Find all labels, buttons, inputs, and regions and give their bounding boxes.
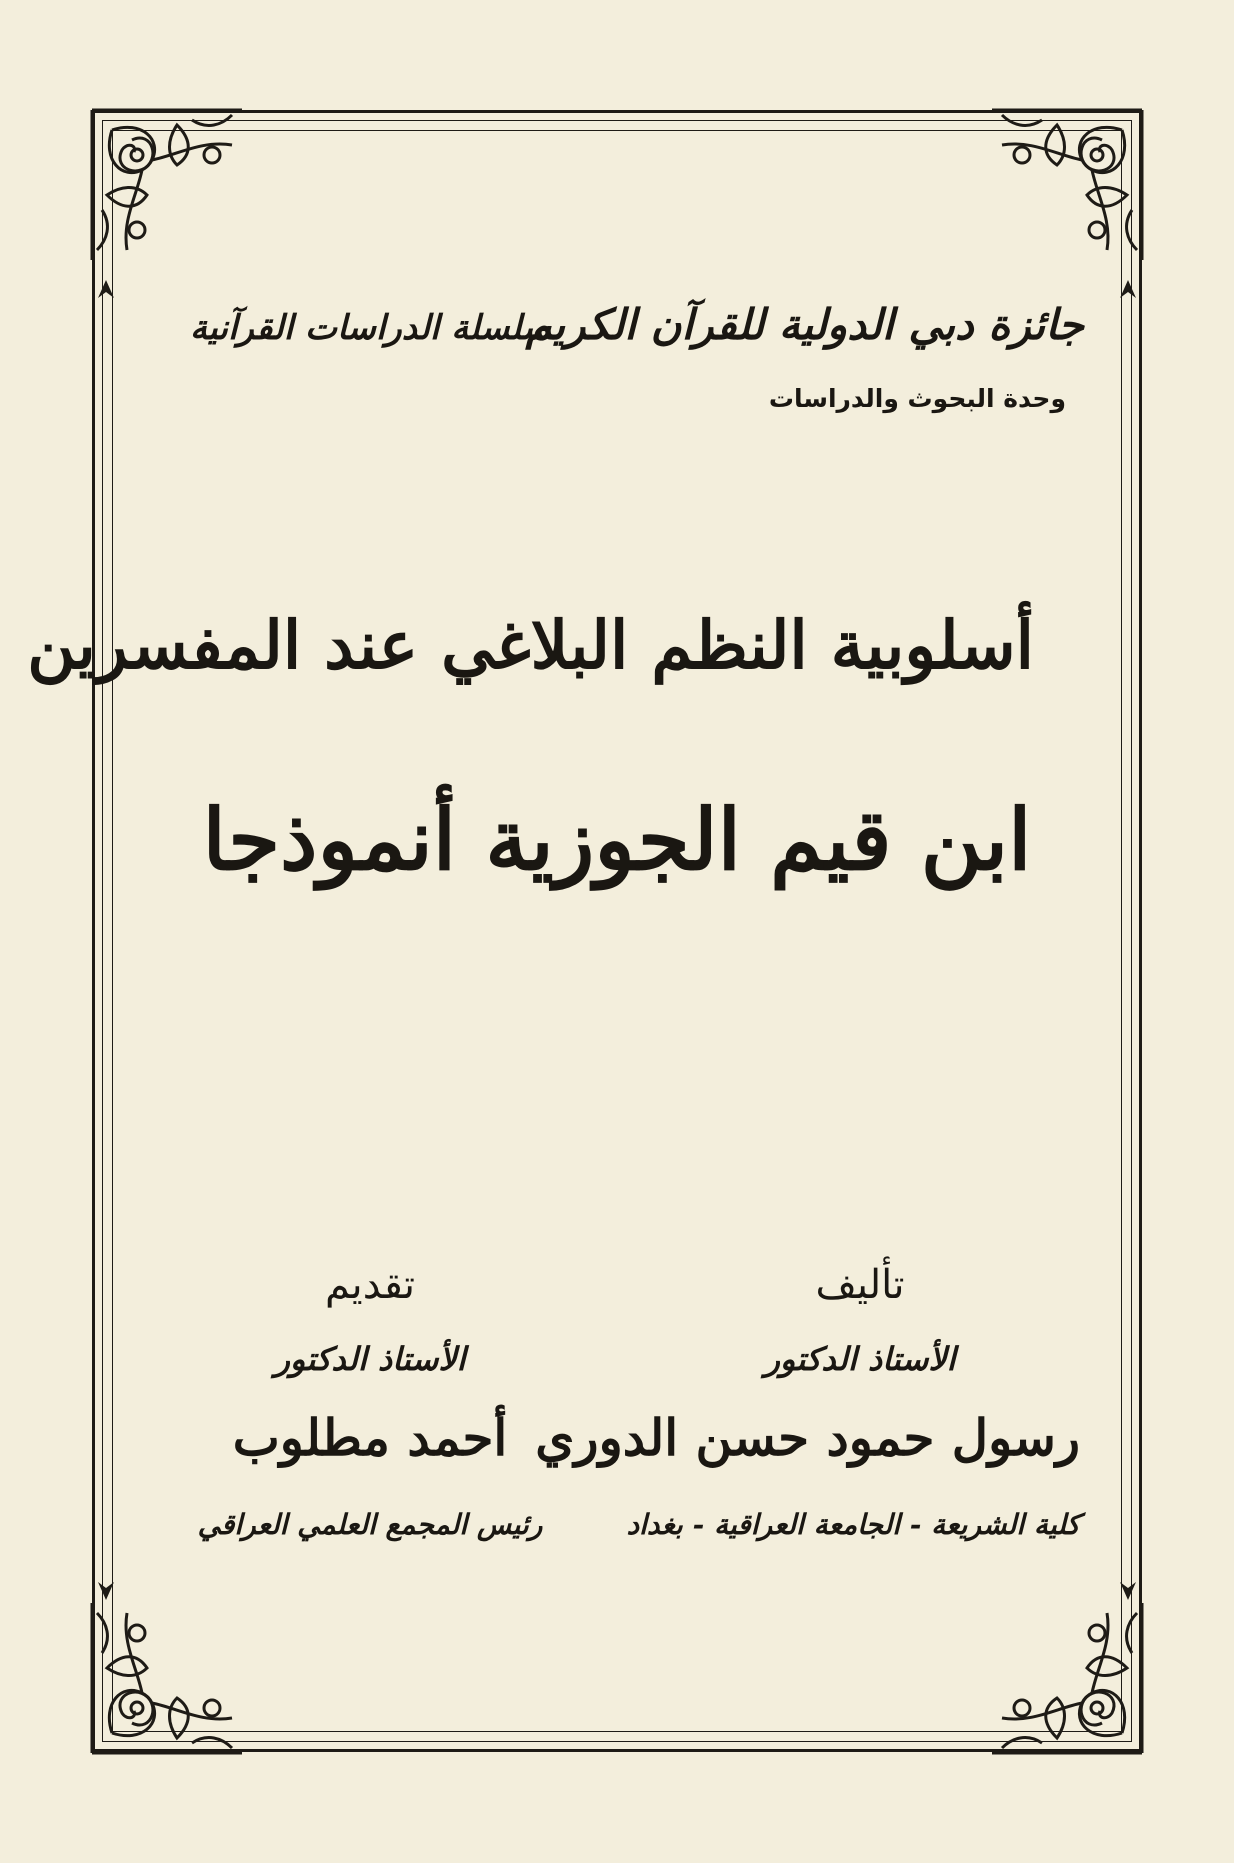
author-role-label: تأليف bbox=[815, 1262, 905, 1308]
award-name: جائزة دبي الدولية للقرآن الكريم bbox=[525, 300, 1084, 349]
presenter-role-label: تقديم bbox=[324, 1262, 416, 1308]
inner-border bbox=[27, 130, 1122, 1732]
corner-ornament-top-right bbox=[982, 100, 1152, 270]
book-title-line1: أسلوبية النظم البلاغي عند المفسرين bbox=[27, 606, 1034, 684]
author-title: الأستاذ الدكتور bbox=[764, 1340, 956, 1378]
corner-ornament-top-left bbox=[82, 100, 252, 270]
corner-ornament-bottom-right bbox=[982, 1593, 1152, 1763]
corner-ornament-bottom-left bbox=[82, 1593, 252, 1763]
presenter-name: أحمد مطلوب bbox=[232, 1408, 508, 1467]
author-name: رسول حمود حسن الدوري bbox=[535, 1408, 1080, 1467]
series-name: سلسلة الدراسات القرآنية bbox=[190, 308, 551, 348]
book-title-line2: ابن قيم الجوزية أنموذجا bbox=[202, 790, 1032, 889]
author-affiliation: كلية الشريعة - الجامعة العراقية - بغداد bbox=[626, 1508, 1080, 1541]
arrow-ornament-icon bbox=[1118, 280, 1138, 320]
presenter-affiliation: رئيس المجمع العلمي العراقي bbox=[197, 1508, 543, 1541]
arrow-ornament-icon bbox=[96, 280, 116, 320]
unit-name: وحدة البحوث والدراسات bbox=[768, 384, 1066, 413]
arrow-ornament-icon bbox=[1118, 1560, 1138, 1600]
arrow-ornament-icon bbox=[96, 1560, 116, 1600]
presenter-title: الأستاذ الدكتور bbox=[274, 1340, 466, 1378]
